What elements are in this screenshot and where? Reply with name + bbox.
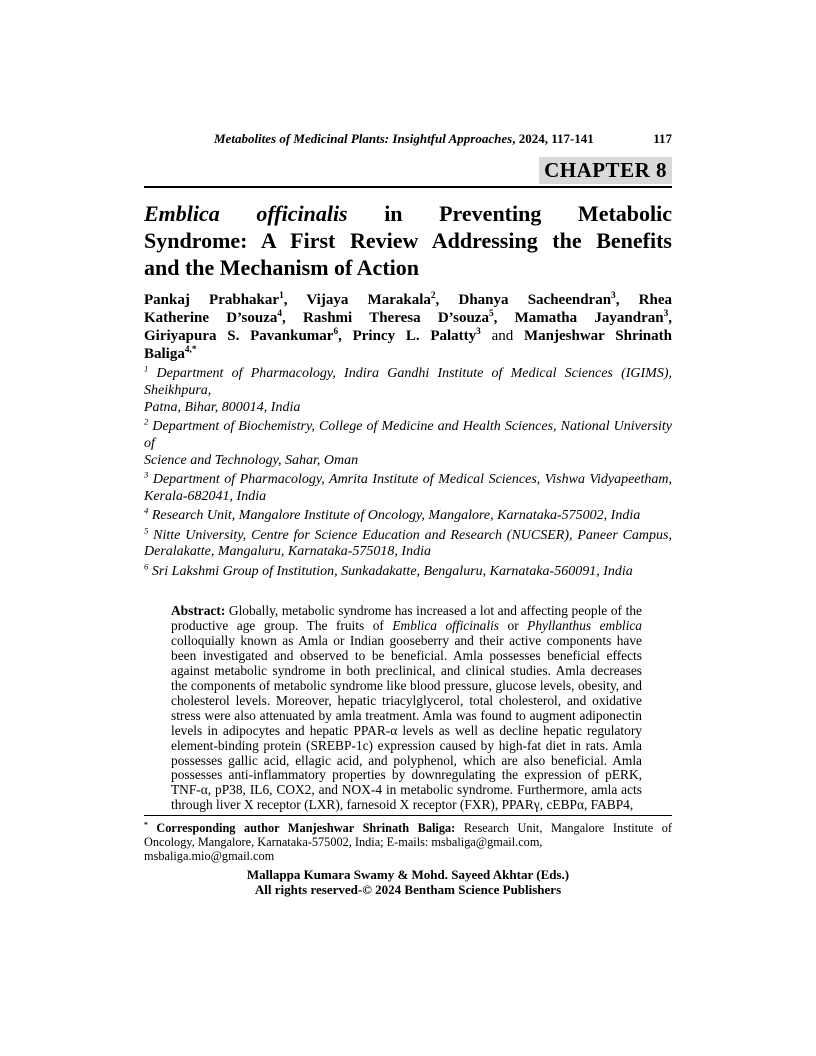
- text-line: against metabolic syndrome in both preclinical, and clinical studies. Amla decreases: [171, 663, 642, 679]
- chapter-title: [144, 201, 672, 281]
- text-line: Abstract: Globally, metabolic syndrome has increased a lot and affecting people of the: [171, 603, 642, 619]
- text-line: Giriyapura S. Pavankumar$^6$, Princy L. Palatty$^3$ and Manjeshwar Shrinath: [144, 327, 672, 345]
- text-line: Patna, Bihar, 800014, India: [144, 399, 301, 415]
- text-line: the components of metabolic syndrome like blood pressure, glucose levels, obesity, and: [171, 677, 642, 693]
- text-line: $^1$ Department of Pharmacology, Indira Gandhi Institute of Medical Sciences (IGIMS), Sheikhpura,: [144, 363, 672, 399]
- affiliation-3: [144, 469, 672, 506]
- page-number: 117: [653, 131, 672, 146]
- text-line: * Corresponding author Manjeshwar Shrinath Baliga: Research Unit, Mangalore Institute of: [144, 820, 672, 836]
- editors-line: Mallappa Kumara Swamy & Mohd. Sayeed Akhtar (Eds.): [246, 867, 570, 883]
- running-head: [144, 131, 672, 146]
- text-line: TNF-α, pP38, IL6, COX2, and NOX-4 in metabolic syndrome. Furthermore, amla acts: [171, 782, 642, 798]
- text-line: and the Mechanism of Action: [144, 254, 419, 280]
- text-line: Syndrome: A First Review Addressing the Benefits: [144, 227, 672, 253]
- abstract: [171, 604, 642, 813]
- text-line: levels in adipocytes and hepatic PPAR-α levels as well as decline hepatic regulatory: [171, 722, 642, 738]
- text-line: Pankaj Prabhakar$^1$, Vijaya Marakala$^2$, Dhanya Sacheendran$^3$, Rhea: [144, 291, 672, 309]
- text-line: msbaliga.mio@gmail.com: [144, 849, 275, 864]
- text-line: through liver X receptor (LXR), farnesoid X receptor (FXR), PPARγ, cEBPα, FABP4,: [171, 797, 634, 813]
- header-rule: [144, 186, 672, 188]
- text-line: possesses gallic acid, ellagic acid, and polyphenol, which are also beneficial. Amla: [171, 752, 642, 768]
- text-line: been investigated and observed to be beneficial. Amla possesses beneficial effects: [171, 648, 642, 664]
- affiliations: [144, 363, 672, 580]
- book-meta: , 2024, 117-141: [512, 131, 594, 146]
- publisher-footer: [144, 868, 672, 897]
- text-line: colloquially known as Amla or Indian gooseberry and their active components have: [171, 633, 642, 649]
- affiliation-2: [144, 416, 672, 469]
- text-line: $^3$ Department of Pharmacology, Amrita Institute of Medical Sciences, Vishwa Vidyapeetham,: [144, 469, 672, 488]
- affiliation-5: [144, 524, 672, 562]
- text-line: Emblica officinalis in Preventing Metabolic: [144, 201, 673, 226]
- corresponding-author-note: [144, 821, 672, 863]
- text-line: Baliga$^{4,*}$: [144, 345, 197, 363]
- book-title: Metabolites of Medicinal Plants: Insightful Approaches: [214, 131, 513, 146]
- text-line: Oncology, Mangalore, Karnataka-575002, India; E-mails: msbaliga@gmail.com,: [144, 835, 543, 850]
- text-line: stress were also attenuated by amla treatment. Amla was found to augment adiponectin: [171, 707, 642, 723]
- text-line: productive age group. The fruits of Emblica officinalis or Phyllanthus emblica: [171, 618, 642, 634]
- text-line: Katherine D’souza$^4$, Rashmi Theresa D’souza$^5$, Mamatha Jayandran$^3$,: [144, 309, 672, 327]
- affiliation-6: [144, 561, 672, 581]
- text-line: $^4$ Research Unit, Mangalore Institute of Oncology, Mangalore, Karnataka-575002, India: [144, 505, 641, 524]
- text-line: Science and Technology, Sahar, Oman: [144, 452, 359, 468]
- affiliation-1: [144, 363, 672, 416]
- chapter-badge: CHAPTER 8: [539, 157, 672, 184]
- copyright-line: All rights reserved-© 2024 Bentham Science Publishers: [254, 881, 562, 897]
- text-line: $^6$ Sri Lakshmi Group of Institution, Sunkadakatte, Bengaluru, Karnataka-560091, India: [144, 561, 633, 579]
- author-list: [144, 291, 672, 363]
- text-line: $^5$ Nitte University, Centre for Science Education and Research (NUCSER), Paneer Campus,: [144, 524, 672, 543]
- text-line: $^2$ Department of Biochemistry, College of Medicine and Health Sciences, National University of: [144, 416, 672, 452]
- chapter-row: [144, 157, 672, 184]
- footnote-rule: [144, 815, 672, 816]
- text-line: Kerala-682041, India: [144, 488, 267, 504]
- affiliation-4: [144, 505, 672, 525]
- text-line: element-binding protein (SREBP-1c) expression caused by high-fat diet in rats. Amla: [171, 737, 642, 753]
- text-line: Deralakatte, Mangaluru, Karnataka-575018, India: [144, 544, 431, 560]
- text-line: possesses anti-inflammatory properties by downregulating the expression of pERK,: [171, 767, 642, 783]
- text-line: cholesterol levels. Moreover, hepatic triacylglycerol, total cholesterol, and oxidative: [171, 692, 642, 708]
